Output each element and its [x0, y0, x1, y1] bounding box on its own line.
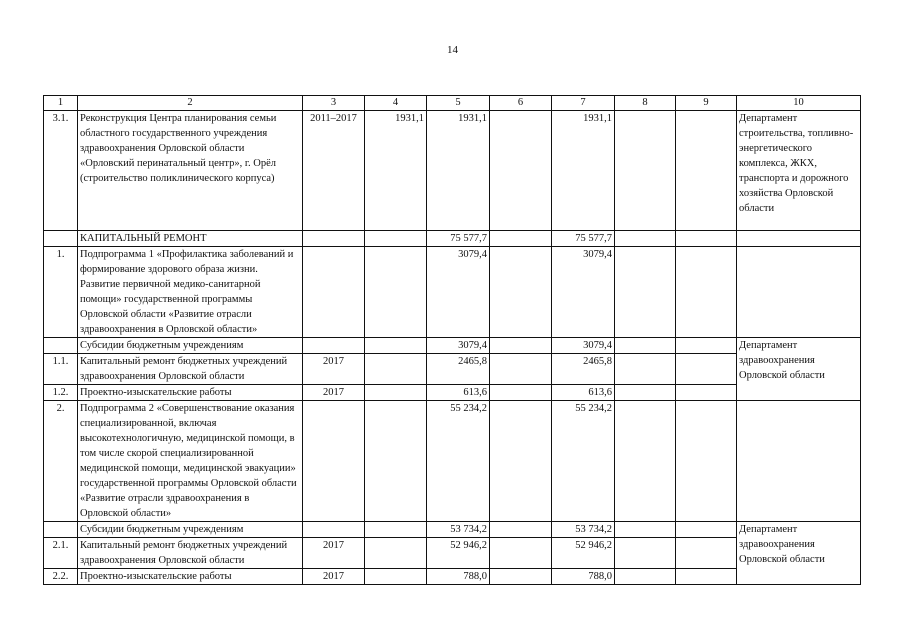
row-col4 [365, 538, 427, 569]
row-col6 [490, 231, 552, 247]
row-col8 [615, 111, 676, 231]
row-col4 [365, 401, 427, 522]
row-period [303, 401, 365, 522]
row-col6 [490, 522, 552, 538]
row-name: Реконструкция Центра планирования семьи областного государственного учреждения здравоохранения Орловской области «Орловский перинатальный центр», г. Орёл (строительство поликлинического корпуса) [78, 111, 303, 231]
row-number: 2.1. [44, 538, 78, 569]
row-number: 1. [44, 247, 78, 338]
header-cell: 3 [303, 96, 365, 111]
row-col5: 613,6 [427, 385, 490, 401]
row-col5: 3079,4 [427, 247, 490, 338]
row-col6 [490, 538, 552, 569]
program-table [43, 95, 861, 585]
row-col9 [676, 522, 737, 538]
row-col9 [676, 569, 737, 585]
row-department [737, 231, 861, 247]
row-name: Проектно-изыскательские работы [78, 385, 303, 401]
row-col7: 52 946,2 [552, 538, 615, 569]
row-col4 [365, 231, 427, 247]
table-row [44, 111, 861, 231]
header-cell: 10 [737, 96, 861, 111]
row-number: 1.1. [44, 354, 78, 385]
header-cell: 2 [78, 96, 303, 111]
row-col9 [676, 338, 737, 354]
row-period [303, 338, 365, 354]
row-col5: 55 234,2 [427, 401, 490, 522]
table-row [44, 231, 861, 247]
row-period: 2011–2017 [303, 111, 365, 231]
row-period [303, 522, 365, 538]
row-col7: 2465,8 [552, 354, 615, 385]
row-col7: 3079,4 [552, 247, 615, 338]
table-row [44, 247, 861, 338]
row-col6 [490, 354, 552, 385]
row-col4 [365, 569, 427, 585]
table-header-row [44, 96, 861, 111]
row-col8 [615, 354, 676, 385]
row-period: 2017 [303, 538, 365, 569]
row-col6 [490, 338, 552, 354]
row-col6 [490, 111, 552, 231]
row-department: Департамент здравоохранения Орловской области [737, 522, 861, 585]
row-col9 [676, 538, 737, 569]
row-number: 2.2. [44, 569, 78, 585]
row-col8 [615, 247, 676, 338]
row-name: КАПИТАЛЬНЫЙ РЕМОНТ [78, 231, 303, 247]
row-col7: 53 734,2 [552, 522, 615, 538]
row-period [303, 247, 365, 338]
row-col4 [365, 338, 427, 354]
row-col5: 3079,4 [427, 338, 490, 354]
row-col5: 52 946,2 [427, 538, 490, 569]
row-col7: 788,0 [552, 569, 615, 585]
row-number: 2. [44, 401, 78, 522]
row-number [44, 338, 78, 354]
header-cell: 9 [676, 96, 737, 111]
row-name: Капитальный ремонт бюджетных учреждений здравоохранения Орловской области [78, 354, 303, 385]
row-col4: 1931,1 [365, 111, 427, 231]
row-name: Подпрограмма 2 «Совершенствование оказания специализированной, включая высокотехнологичную, медицинской помощи, в том числе скорой специализированной медицинской помощи, медицинской эвакуации» государственной программы Орловской области «Развитие отрасли здравоохранения в Орловской области» [78, 401, 303, 522]
row-col4 [365, 354, 427, 385]
row-col6 [490, 569, 552, 585]
header-cell: 8 [615, 96, 676, 111]
row-department: Департамент строительства, топливно-энергетического комплекса, ЖКХ, транспорта и дорожного хозяйства Орловской области [737, 111, 861, 231]
row-col8 [615, 522, 676, 538]
row-col5: 2465,8 [427, 354, 490, 385]
row-col8 [615, 231, 676, 247]
row-col5: 53 734,2 [427, 522, 490, 538]
row-period: 2017 [303, 569, 365, 585]
row-name: Капитальный ремонт бюджетных учреждений здравоохранения Орловской области [78, 538, 303, 569]
row-col4 [365, 385, 427, 401]
row-col9 [676, 385, 737, 401]
row-department [737, 247, 861, 338]
row-col5: 75 577,7 [427, 231, 490, 247]
row-col4 [365, 522, 427, 538]
row-name: Субсидии бюджетным учреждениям [78, 338, 303, 354]
row-department: Департамент здравоохранения Орловской области [737, 338, 861, 401]
row-period: 2017 [303, 354, 365, 385]
table-row [44, 338, 861, 354]
row-col8 [615, 338, 676, 354]
header-cell: 4 [365, 96, 427, 111]
row-col4 [365, 247, 427, 338]
row-number [44, 522, 78, 538]
table-row [44, 522, 861, 538]
row-name: Субсидии бюджетным учреждениям [78, 522, 303, 538]
row-col6 [490, 247, 552, 338]
page-number: 14 [447, 44, 458, 56]
row-col7: 75 577,7 [552, 231, 615, 247]
row-name: Проектно-изыскательские работы [78, 569, 303, 585]
row-col7: 1931,1 [552, 111, 615, 231]
header-cell: 6 [490, 96, 552, 111]
header-cell: 7 [552, 96, 615, 111]
row-department [737, 401, 861, 522]
row-col5: 788,0 [427, 569, 490, 585]
row-col9 [676, 354, 737, 385]
row-col9 [676, 231, 737, 247]
row-number: 3.1. [44, 111, 78, 231]
row-col8 [615, 569, 676, 585]
row-name: Подпрограмма 1 «Профилактика заболеваний и формирование здорового образа жизни. Развитие первичной медико-санитарной помощи» государственной программы Орловской области «Развитие отрасли здравоохранения в Орловской области» [78, 247, 303, 338]
row-period [303, 231, 365, 247]
row-col9 [676, 247, 737, 338]
row-col8 [615, 385, 676, 401]
row-col9 [676, 401, 737, 522]
row-col7: 55 234,2 [552, 401, 615, 522]
row-col6 [490, 385, 552, 401]
table-row [44, 401, 861, 522]
row-col8 [615, 538, 676, 569]
header-cell: 1 [44, 96, 78, 111]
row-period: 2017 [303, 385, 365, 401]
row-number: 1.2. [44, 385, 78, 401]
row-col8 [615, 401, 676, 522]
row-number [44, 231, 78, 247]
header-cell: 5 [427, 96, 490, 111]
row-col6 [490, 401, 552, 522]
row-col9 [676, 111, 737, 231]
row-col5: 1931,1 [427, 111, 490, 231]
row-col7: 613,6 [552, 385, 615, 401]
row-col7: 3079,4 [552, 338, 615, 354]
